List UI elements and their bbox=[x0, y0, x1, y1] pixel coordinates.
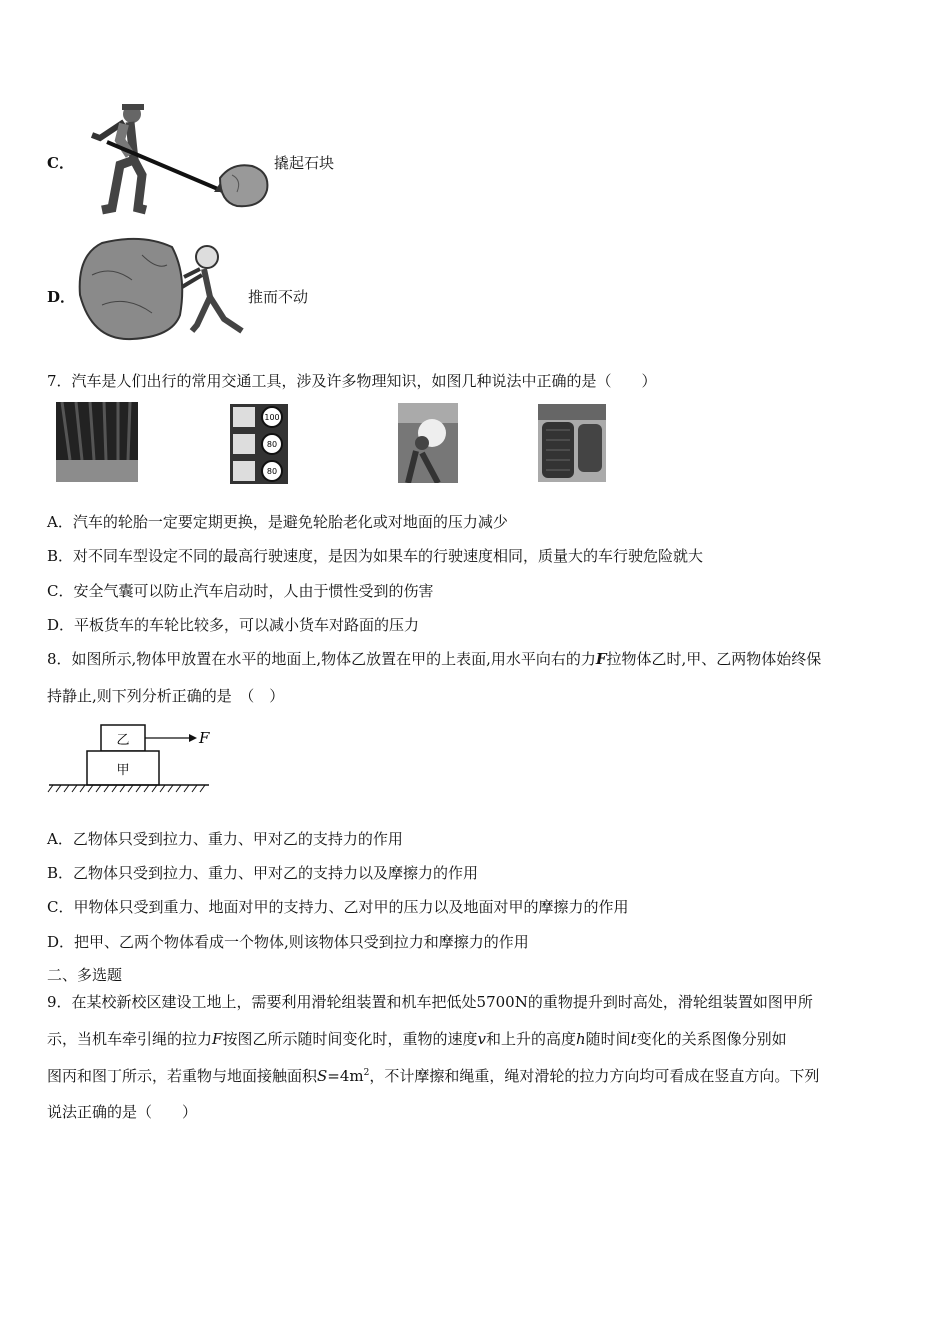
q9-text-6: 图丙和图丁所示，若重物与地面接触面积 bbox=[47, 1067, 318, 1085]
section-title: 二、多选题 bbox=[47, 966, 123, 984]
block-yi-label: 乙 bbox=[116, 733, 130, 748]
q8-option-c: C．甲物体只受到重力、地面对甲的支持力、乙对甲的压力以及地面对甲的摩擦力的作用 bbox=[47, 898, 629, 916]
q9-text-5: 变化的关系图像分别如 bbox=[636, 1030, 787, 1048]
q9-text-3: 和上升的高度 bbox=[485, 1030, 576, 1048]
q7-option-a: A．汽车的轮胎一定要定期更换，是避免轮胎老化或对地面的压力减少 bbox=[47, 513, 508, 531]
q8-force-var: F bbox=[595, 650, 607, 668]
q7-stem: 7．汽车是人们出行的常用交通工具，涉及许多物理知识，如图几种说法中正确的是（ ） bbox=[47, 372, 657, 390]
q9-line1: 9．在某校新校区建设工地上，需要利用滑轮组装置和机车把低处5700N的重物提升到时高处，滑轮组装置如图甲所 bbox=[47, 993, 813, 1011]
q9-text-8: ，不计摩擦和绳重，绳对滑轮的拉力方向均可看成在竖直方向。下列 bbox=[369, 1067, 820, 1085]
q8-option-b: B．乙物体只受到拉力、重力、甲对乙的支持力以及摩擦力的作用 bbox=[47, 864, 479, 882]
q8-stem-line2: 持静止,则下列分析正确的是 （ ） bbox=[47, 687, 285, 705]
q7-option-d: D．平板货车的车轮比较多，可以减小货车对路面的压力 bbox=[47, 616, 420, 634]
q9-var-h: h bbox=[575, 1030, 586, 1048]
block-diagram bbox=[47, 722, 222, 796]
q7-option-b: B．对不同车型设定不同的最高行驶速度，是因为如果车的行驶速度相同，质量大的车行驶危险就大 bbox=[47, 547, 704, 565]
q8-stem-line1 bbox=[47, 648, 821, 669]
q9-superscript: 2 bbox=[363, 1068, 370, 1078]
push-rock-image bbox=[72, 235, 247, 345]
sign-value-1: 100 bbox=[264, 413, 280, 422]
truck-wheels-image bbox=[538, 404, 606, 482]
tire-image bbox=[56, 402, 138, 482]
block-jia-label: 甲 bbox=[116, 763, 130, 778]
option-d-label: D． bbox=[47, 288, 76, 306]
q8-option-d: D．把甲、乙两个物体看成一个物体,则该物体只受到拉力和摩擦力的作用 bbox=[47, 933, 529, 951]
airbag-image bbox=[398, 403, 458, 483]
option-d-caption: 推而不动 bbox=[248, 288, 309, 306]
q8-stem-text-a: 8．如图所示,物体甲放置在水平的地面上,物体乙放置在甲的上表面,用水平向右的力 bbox=[47, 650, 596, 668]
q9-line3 bbox=[47, 1065, 819, 1086]
q9-text-2: 按图乙所示随时间变化时，重物的速度 bbox=[222, 1030, 478, 1048]
sign-value-2: 80 bbox=[266, 440, 278, 449]
q8-option-a: A．乙物体只受到拉力、重力、甲对乙的支持力的作用 bbox=[47, 830, 403, 848]
option-c-caption: 撬起石块 bbox=[274, 154, 335, 172]
lever-stone-image bbox=[72, 100, 272, 215]
option-c-label: C． bbox=[47, 154, 74, 172]
q9-var-v: v bbox=[477, 1030, 486, 1048]
q9-var-S: S bbox=[317, 1067, 328, 1085]
speed-sign-image bbox=[230, 404, 288, 484]
sign-value-3: 80 bbox=[266, 467, 278, 476]
q9-text-1: 示，当机车牵引绳的拉力 bbox=[47, 1030, 213, 1048]
force-label: F bbox=[199, 729, 210, 747]
q9-var-t: t bbox=[630, 1030, 637, 1048]
q9-var-F: F bbox=[212, 1030, 223, 1048]
q9-line4: 说法正确的是（ ） bbox=[47, 1103, 198, 1121]
q9-text-7: =4m bbox=[327, 1067, 364, 1085]
q8-stem-text-b: 拉物体乙时,甲、乙两物体始终保 bbox=[606, 650, 822, 668]
q9-text-4: 随时间 bbox=[585, 1030, 631, 1048]
q7-option-c: C．安全气囊可以防止汽车启动时，人由于惯性受到的伤害 bbox=[47, 582, 434, 600]
q9-line2 bbox=[47, 1028, 787, 1049]
